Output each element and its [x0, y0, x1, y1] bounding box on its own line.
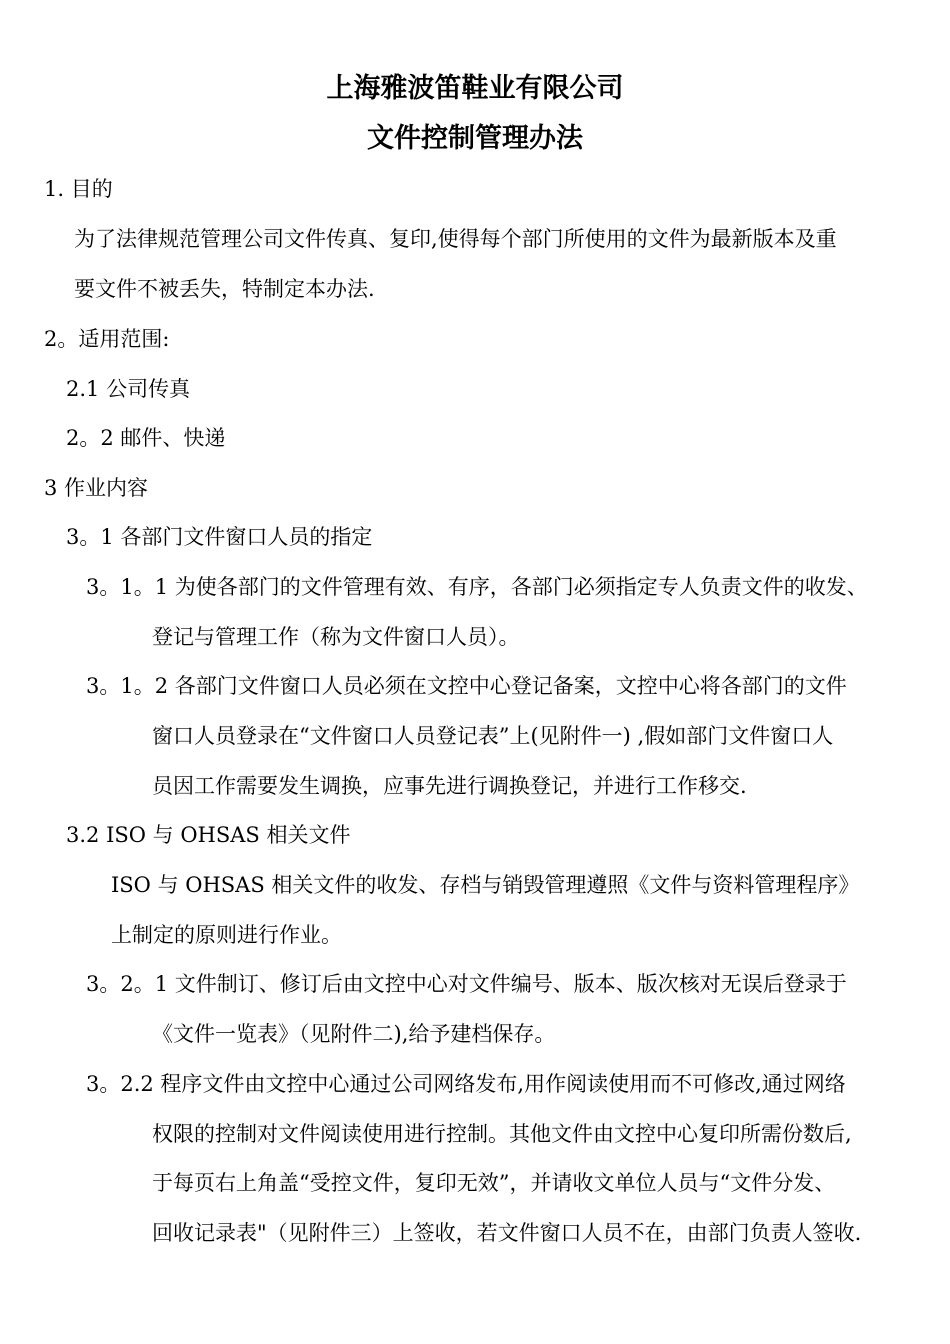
section-3-2-heading: 3.2 ISO 与 OHSAS 相关文件 — [66, 823, 351, 847]
section-3-1-2-line-1: 3。1。2 各部门文件窗口人员必须在文控中心登记备案，文控中心将各部门的文件 — [86, 674, 847, 698]
section-1-body-line-2: 要文件不被丢失，特制定本办法. — [74, 277, 375, 301]
company-name: 上海雅波笛鞋业有限公司 — [326, 73, 624, 104]
section-3-1-2-line-2: 窗口人员登录在“文件窗口人员登记表”上(见附件一) ,假如部门文件窗口人 — [152, 724, 834, 748]
document-title: 文件控制管理办法 — [367, 123, 583, 154]
section-3-heading: 3 作业内容 — [44, 476, 149, 500]
section-3-2-2-line-3: 于每页右上角盖“受控文件，复印无效”，并请收文单位人员与“文件分发、 — [152, 1171, 836, 1195]
section-1-heading: 1. 目的 — [44, 177, 113, 201]
section-3-2-2-line-2: 权限的控制对文件阅读使用进行控制。其他文件由文控中心复印所需份数后, — [152, 1122, 852, 1146]
section-3-2-1-line-1: 3。2。1 文件制订、修订后由文控中心对文件编号、版本、版次核对无误后登录于 — [86, 972, 847, 996]
section-3-2-2-line-1: 3。2.2 程序文件由文控中心通过公司网络发布,用作阅读使用而不可修改,通过网络 — [86, 1072, 846, 1096]
section-3-2-2-line-4: 回收记录表"（见附件三）上签收，若文件窗口人员不在，由部门负责人签收. — [152, 1221, 862, 1245]
section-2-2: 2。2 邮件、快递 — [66, 426, 226, 450]
section-3-1-1-line-1: 3。1。1 为使各部门的文件管理有效、有序，各部门必须指定专人负责文件的收发、 — [86, 575, 868, 599]
section-2-1: 2.1 公司传真 — [66, 377, 191, 401]
section-3-1-1-line-2: 登记与管理工作（称为文件窗口人员）。 — [152, 625, 520, 649]
section-3-1-heading: 3。1 各部门文件窗口人员的指定 — [66, 525, 373, 549]
section-3-2-body-line-2: 上制定的原则进行作业。 — [111, 923, 342, 947]
section-3-2-body-line-1: ISO 与 OHSAS 相关文件的收发、存档与销毁管理遵照《文件与资料管理程序》 — [111, 873, 860, 897]
section-3-2-1-line-2: 《文件一览表》（见附件二),给予建档保存。 — [152, 1022, 556, 1046]
section-2-heading: 2。适用范围: — [44, 327, 170, 351]
section-3-1-2-line-3: 员因工作需要发生调换，应事先进行调换登记，并进行工作移交. — [152, 774, 747, 798]
section-1-body-line-1: 为了法律规范管理公司文件传真、复印,使得每个部门所使用的文件为最新版本及重 — [74, 227, 837, 251]
